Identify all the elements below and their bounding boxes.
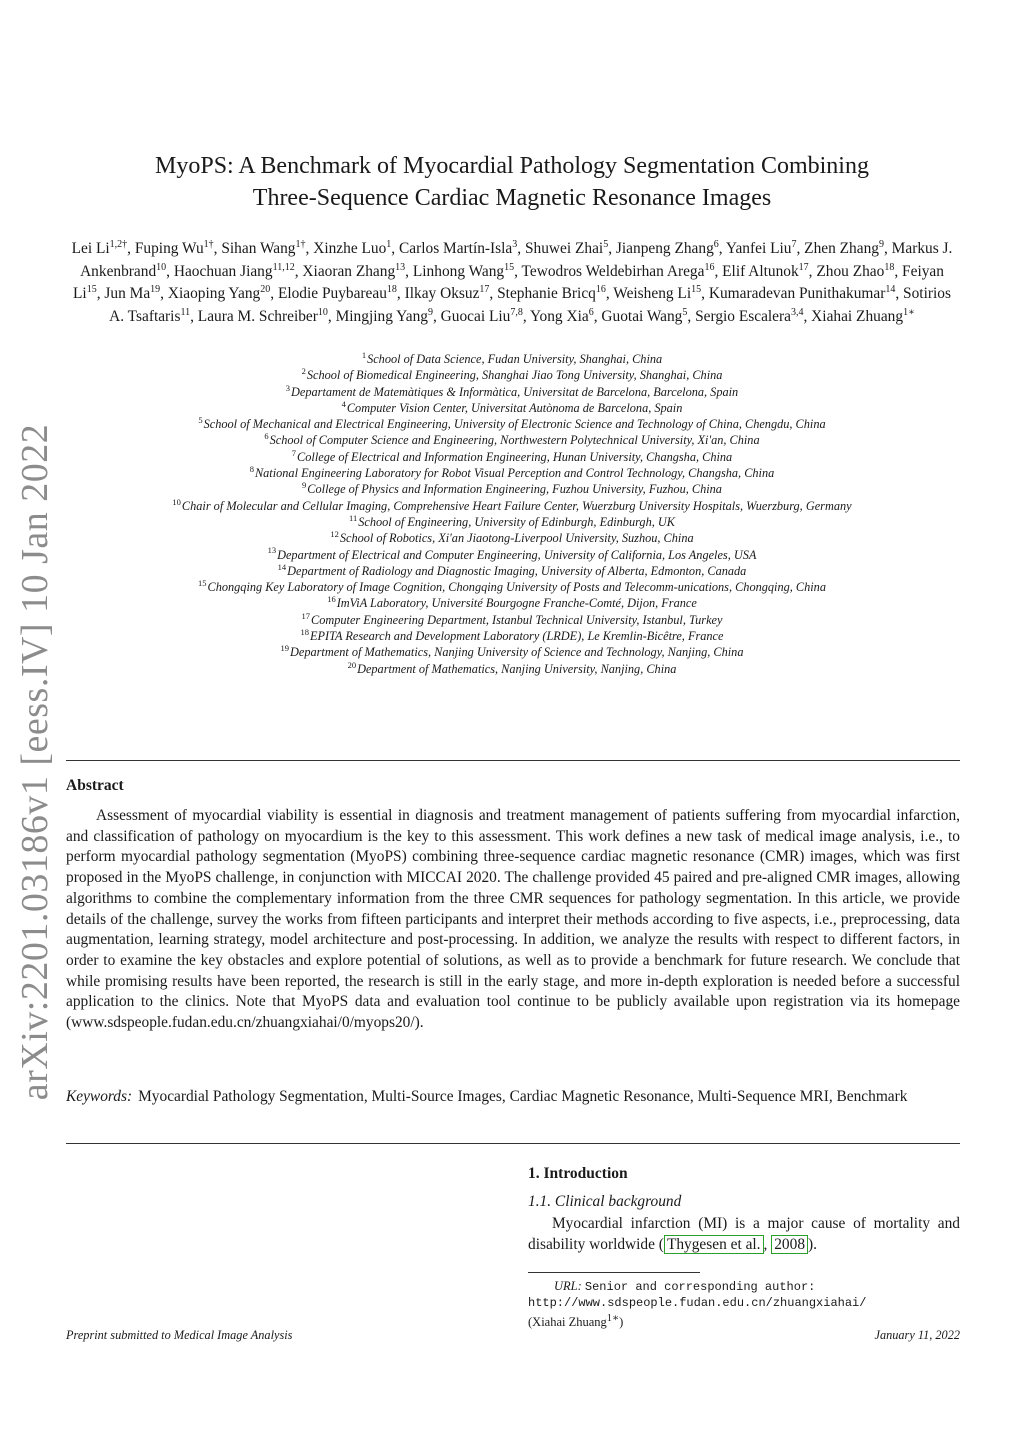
author-name: Jianpeng Zhang xyxy=(615,240,714,257)
citation-separator: , xyxy=(763,1236,772,1253)
footnote-url[interactable]: http://www.sdspeople.fudan.edu.cn/zhuangxiahai/ xyxy=(528,1295,867,1310)
affiliation-number: 12 xyxy=(330,529,339,540)
abstract-top-rule xyxy=(66,760,960,761)
footnote-name: (Xiahai Zhuang xyxy=(528,1315,607,1330)
author xyxy=(399,240,517,257)
affiliation-line xyxy=(60,449,964,465)
author xyxy=(601,308,687,325)
abstract-body: Assessment of myocardial viability is essential in diagnosis and treatment management of patients suffering from myocardial infarction, and classification of pathology on myocardium is the key to this assessment. This work defines a new task of medical image analysis, i.e., to perform myocardial pathology segmentation (MyoPS) combining three-sequence cardiac magnetic resonance (CMR) images, which was first proposed in the MyoPS challenge, in conjunction with MICCAI 2020. The challenge provided 45 paired and pre-aligned CMR images, allowing algorithms to combine the complementary information from the three CMR sequences for pathology segmentation. In this article, we provide details of the challenge, survey the works from fifteen participants and interpret their methods according to five aspects, i.e., preprocessing, data augmentation, learning strategy, model architecture and post-processing. In addition, we analyze the results with respect to different factors, in order to examine the key obstacles and explore potential of solutions, as well as to provide a benchmark for future research. We conclude that while promising results have been reported, the research is still in the early stage, and more in-depth exploration is needed before a successful application to the clinics. Note that MyoPS data and evaluation tool continue to be publicly available upon registration via its homepage (www.sdspeople.fudan.edu.cn/zhuangxiahai/0/myops20/). xyxy=(66,807,960,1032)
footer-journal: Preprint submitted to Medical Image Analysis xyxy=(66,1328,293,1342)
affiliation-text: Department of Radiology and Diagnostic Imaging, University of Alberta, Edmonton, Canada xyxy=(287,563,747,578)
author-affiliation-marker: 20 xyxy=(260,283,271,295)
citation-link-author[interactable]: Thygesen et al. xyxy=(664,1235,764,1254)
author xyxy=(709,285,896,302)
author-name: Fuping Wu xyxy=(134,240,204,257)
author xyxy=(530,308,594,325)
author-name: Shuwei Zhai xyxy=(524,240,604,257)
author xyxy=(695,308,803,325)
affiliation-text: School of Mechanical and Electrical Engineering, University of Electronic Science and Technology of China, Chengdu, China xyxy=(203,417,826,432)
author xyxy=(405,285,490,302)
arxiv-stamp-text: arXiv:2201.03186v1 [eess.IV] 10 Jan 2022 xyxy=(14,423,57,1101)
author-name: Stephanie Bricq xyxy=(497,285,596,302)
affiliation-text: Chair of Molecular and Cellular Imaging, Comprehensive Heart Failure Center, Wuerzburg University Hospitals, Wuerzburg, Germany xyxy=(181,498,852,513)
affiliation-number: 14 xyxy=(277,561,287,572)
affiliation-line xyxy=(60,400,964,416)
author xyxy=(816,263,894,280)
author-affiliation-marker: 3 xyxy=(512,238,518,250)
introduction-paragraph xyxy=(528,1213,960,1255)
author-name: Yong Xia xyxy=(529,307,589,325)
affiliation-text: School of Biomedical Engineering, Shanghai Jiao Tong University, Shanghai, China xyxy=(306,368,723,383)
author-name: Jun Ma xyxy=(104,285,151,302)
author xyxy=(104,285,160,302)
author-affiliation-marker: 9 xyxy=(878,238,884,250)
author xyxy=(72,240,128,257)
keywords xyxy=(66,1087,960,1108)
author xyxy=(525,240,608,257)
author-name: Guocai Liu xyxy=(440,307,511,325)
paper-title xyxy=(80,150,944,214)
affiliation-line xyxy=(60,465,964,481)
affiliation-text: College of Physics and Information Engineering, Fuzhou University, Fuzhou, China xyxy=(307,482,722,497)
author-name: Weisheng Li xyxy=(613,285,692,302)
affiliation-line xyxy=(60,432,964,448)
author-affiliation-marker: 15 xyxy=(86,283,97,295)
author-name: Elodie Puybareau xyxy=(277,285,387,302)
footer-date: January 11, 2022 xyxy=(874,1328,960,1342)
author-name: Haochuan Jiang xyxy=(173,262,273,280)
author-name: Markus J. Ankenbrand xyxy=(80,240,953,280)
author-name: Kumaradevan Punithakumar xyxy=(708,285,886,302)
author xyxy=(804,240,884,257)
affiliation-text: Computer Engineering Department, Istanbul Technical University, Istanbul, Turkey xyxy=(311,612,723,627)
affiliation-line xyxy=(60,547,964,563)
author-affiliation-marker: 1 xyxy=(386,238,392,250)
affiliation-line xyxy=(60,595,964,611)
affiliation-line xyxy=(60,384,964,400)
intro-text: Myocardial infarction (MI) is a major cause of mortality and disability worldwide ( xyxy=(528,1215,960,1253)
affiliation-text: College of Electrical and Information Engineering, Hunan University, Changsha, China xyxy=(297,449,733,464)
affiliation-text: Department of Electrical and Computer Engineering, University of California, Los Angeles, USA xyxy=(277,547,757,562)
affiliation-line xyxy=(60,661,964,677)
author-affiliation-marker: 15 xyxy=(691,283,702,295)
author-affiliation-marker: 10 xyxy=(317,306,328,318)
author xyxy=(616,240,719,257)
footnote xyxy=(528,1279,960,1331)
affiliation-text: Departament de Matemàtiques & Informàtica, Universitat de Barcelona, Barcelona, Spain xyxy=(291,384,739,399)
affiliation-number: 20 xyxy=(347,659,357,670)
affiliation-text: National Engineering Laboratory for Robot Visual Perception and Control Technology, Changsha, China xyxy=(254,466,775,481)
author xyxy=(811,308,915,325)
affiliation-line xyxy=(60,481,964,497)
author-name: Elif Altunok xyxy=(722,262,799,280)
footnote-label: URL: xyxy=(554,1279,582,1293)
author-name: Xinzhe Luo xyxy=(313,240,387,257)
author-name: Ilkay Oksuz xyxy=(404,285,480,302)
affiliation-line xyxy=(60,367,964,383)
author-affiliation-marker: 11,12 xyxy=(272,261,295,273)
affiliation-line xyxy=(60,530,964,546)
affiliation-number: 16 xyxy=(327,594,336,605)
author-affiliation-marker: 13 xyxy=(395,261,406,273)
affiliation-text: School of Engineering, University of Edinburgh, Edinburgh, UK xyxy=(358,514,675,529)
affiliation-number: 17 xyxy=(301,610,311,621)
affiliation-text: EPITA Research and Development Laboratory (LRDE), Le Kremlin-Bicêtre, France xyxy=(310,629,724,644)
author-affiliation-marker: 5 xyxy=(603,238,609,250)
affiliation-text: School of Computer Science and Engineering, Northwestern Polytechnical University, Xi'an, China xyxy=(269,433,760,448)
author-name: Mingjing Yang xyxy=(335,307,428,325)
author-name: Carlos Martín-Isla xyxy=(399,240,513,257)
keywords-text: Myocardial Pathology Segmentation, Multi-Source Images, Cardiac Magnetic Resonance, Multi-Sequence MRI, Benchmark xyxy=(138,1088,908,1105)
author xyxy=(336,308,433,325)
author-list: Lei $Li^{1,2\dagger}$, Fuping $Wu^{1\dagger}$, Sihan Wang$^{1\dagger}$, Xinzhe Luo$^1$, Carlos Martín-Isla$^3$, Shuwei Zhai$^5$, Jianpeng Zhang$^6$, Yanfei Liu$^7$, Zhen Zhang$^9$, Markus J. Ankenbrand$^{10}$, Haochuan Jiang$^{11,12}$, Xiaoran Zhang$^{13}$, Linhong Wang$^{15}$, Tewodros Weldebirhan Arega$^{16}$, Elif Altunok$^{17}$, Zhou Zhao$^{18}$, Feiyan Li$^{15}$, Jun Ma$^{19}$, Xiaoping Yang$^{20}$, Elodie Puybareau$^{18}$, Ilkay Oksuz$^{17}$, Stephanie Bricq$^{16}$, Weisheng Li$^{15}$, Kumaradevan Punithakumar$^{14}$, Sotirios A. Tsaftaris$^{11}$, Laura M. Schreiber$^{10}$, Mingjing Yang$^9$, Guocai Liu$^{7,8}$, Yong Xia$^6$, Guotai Wang$^5$, Sergio Escalera$^{3,4}$, Xiahai Zhuang$^{1∗}$ xyxy=(71,238,953,325)
author-name: Sihan Wang xyxy=(221,240,296,257)
author-affiliation-marker: 1† xyxy=(295,238,306,250)
author-name: Sotirios A. Tsaftaris xyxy=(109,285,951,325)
author xyxy=(278,285,397,302)
author-name: Feiyan Li xyxy=(73,262,944,302)
author xyxy=(497,285,606,302)
author-affiliation-marker: 18 xyxy=(386,283,397,295)
author xyxy=(302,263,405,280)
affiliation-text: Chongqing Key Laboratory of Image Cognition, Chongqing University of Posts and Telecomm-unications, Chongqing, China xyxy=(207,580,826,595)
affiliation-number: 18 xyxy=(300,626,310,637)
affiliation-line xyxy=(60,628,964,644)
affiliation-text: Department of Mathematics, Nanjing University of Science and Technology, Nanjing, China xyxy=(290,645,744,660)
affiliation-line xyxy=(60,612,964,628)
affiliation-text: School of Data Science, Fudan University, Shanghai, China xyxy=(367,352,663,366)
author-name: Yanfei Liu xyxy=(725,240,792,257)
affiliation-number: 11 xyxy=(349,512,358,523)
author-affiliation-marker: 11 xyxy=(180,306,191,318)
author-name: Laura M. Schreiber xyxy=(197,307,318,325)
affiliation-number: 13 xyxy=(267,545,277,556)
author xyxy=(174,263,295,280)
author xyxy=(135,240,214,257)
affiliation-line xyxy=(60,563,964,579)
author-name: Zhen Zhang xyxy=(804,240,879,257)
affiliation-number: 5 xyxy=(198,415,203,426)
subsection-heading: 1.1. Clinical background xyxy=(528,1193,682,1210)
affiliation-line xyxy=(60,579,964,595)
author-name: Linhong Wang xyxy=(412,262,505,280)
affiliation-line xyxy=(60,644,964,660)
author-affiliation-marker: 5 xyxy=(682,306,688,318)
author xyxy=(198,308,328,325)
affiliation-list xyxy=(60,351,964,677)
footnote-close: ) xyxy=(619,1315,624,1330)
footnote-name-sup: 1∗ xyxy=(606,1313,620,1324)
author-affiliation-marker: 3,4 xyxy=(790,306,804,318)
affiliation-number: 19 xyxy=(280,643,290,654)
author-name: Zhou Zhao xyxy=(816,262,885,280)
author-affiliation-marker: 1† xyxy=(203,238,214,250)
affiliation-text: School of Robotics, Xi'an Jiaotong-Liverpool University, Suzhou, China xyxy=(339,531,694,546)
author-name: Sergio Escalera xyxy=(695,307,791,325)
author-name: Tewodros Weldebirhan Arega xyxy=(521,262,705,280)
abstract-bottom-rule xyxy=(66,1143,960,1144)
affiliation-number: 1 xyxy=(361,349,367,360)
author xyxy=(726,240,797,257)
affiliation-line xyxy=(60,416,964,432)
author xyxy=(221,240,305,257)
author-name: Xiaoping Yang xyxy=(167,285,261,302)
footnote-line-1: Senior and corresponding author: xyxy=(584,1280,816,1294)
introduction-section xyxy=(528,1165,960,1255)
author-affiliation-marker: 17 xyxy=(479,283,490,295)
intro-text-end: ). xyxy=(808,1236,817,1253)
affiliation-text: Department of Mathematics, Nanjing University, Nanjing, China xyxy=(357,661,677,676)
author xyxy=(722,263,809,280)
affiliation-number: 15 xyxy=(198,578,207,589)
author xyxy=(441,308,523,325)
author-name: Guotai Wang xyxy=(601,307,683,325)
author-name: Xiaoran Zhang xyxy=(302,262,396,280)
author-affiliation-marker: 6 xyxy=(588,306,594,318)
author-affiliation-marker: 18 xyxy=(884,261,895,273)
affiliation-number: 6 xyxy=(264,431,269,442)
affiliation-number: 8 xyxy=(249,463,254,474)
author-affiliation-marker: 9 xyxy=(427,306,433,318)
author-affiliation-marker: 7,8 xyxy=(510,306,523,318)
author xyxy=(313,240,391,257)
author-affiliation-marker: 19 xyxy=(150,283,161,295)
author-affiliation-marker: 1∗ xyxy=(903,306,915,318)
title-line-1: MyoPS: A Benchmark of Myocardial Pathology Segmentation Combining xyxy=(155,153,869,179)
abstract-heading: Abstract xyxy=(66,777,124,794)
affiliation-line xyxy=(60,498,964,514)
affiliation-number: 2 xyxy=(301,366,306,377)
author-affiliation-marker: 15 xyxy=(504,261,515,273)
affiliation-number: 3 xyxy=(285,382,291,393)
author-affiliation-marker: 16 xyxy=(704,261,715,273)
author-affiliation-marker: 16 xyxy=(595,283,606,295)
author xyxy=(168,285,270,302)
title-line-2: Three-Sequence Cardiac Magnetic Resonance Images xyxy=(252,185,772,211)
footnote-rule xyxy=(528,1272,700,1273)
affiliation-line xyxy=(60,351,964,367)
author-name: Lei Li xyxy=(71,240,110,257)
affiliation-number: 4 xyxy=(341,398,346,409)
keywords-label: Keywords: xyxy=(66,1088,133,1105)
author-affiliation-marker: 7 xyxy=(791,238,797,250)
author-affiliation-marker: 17 xyxy=(798,261,809,273)
author xyxy=(613,285,701,302)
affiliation-text: Computer Vision Center, Universitat Autònoma de Barcelona, Spain xyxy=(346,400,683,415)
affiliation-line xyxy=(60,514,964,530)
author-affiliation-marker: 14 xyxy=(885,283,896,295)
affiliation-text: ImViA Laboratory, Université Bourgogne Franche-Comté, Dijon, France xyxy=(336,596,697,611)
affiliation-number: 9 xyxy=(302,480,307,491)
author xyxy=(522,263,715,280)
author-affiliation-marker: 10 xyxy=(156,261,167,273)
author xyxy=(413,263,514,280)
author-name: Xiahai Zhuang xyxy=(811,307,904,325)
section-heading: 1. Introduction xyxy=(528,1165,628,1182)
affiliation-number: 7 xyxy=(291,447,297,458)
arxiv-identifier-stamp xyxy=(2,423,68,1101)
author-affiliation-marker: 1,2† xyxy=(109,238,128,250)
citation-link-year[interactable]: 2008 xyxy=(771,1235,808,1254)
author-affiliation-marker: 6 xyxy=(713,238,719,250)
affiliation-number: 10 xyxy=(172,496,181,507)
